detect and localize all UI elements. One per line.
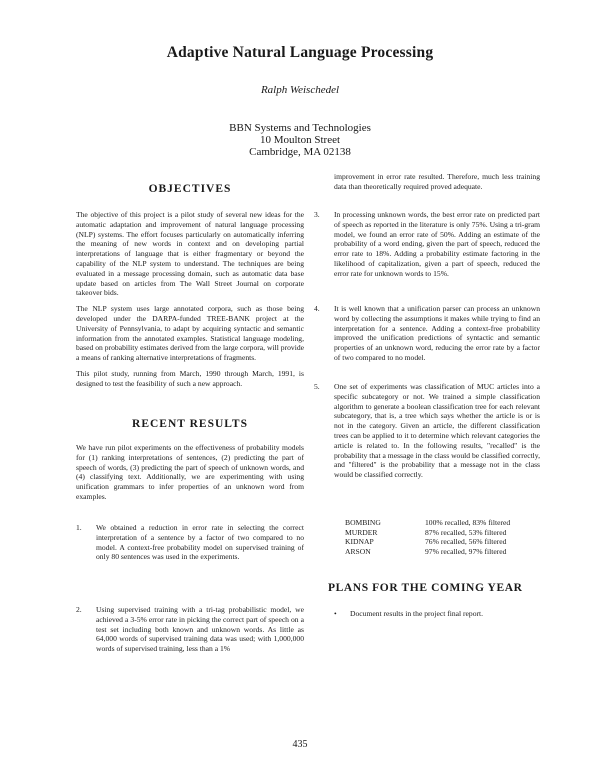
plans-heading: PLANS FOR THE COMING YEAR bbox=[328, 582, 523, 594]
result-item-text: It is well known that a unification parser can process an unknown word by collecting the assumptions it makes while trying to find an interpretation for a sentence. Adding a context-free probability improved the unification predictions of syntactic and semantic properties of an unknown word, reducing the error rate by a factor of two compared to no model. bbox=[334, 304, 540, 362]
result-item-number: 1. bbox=[76, 523, 82, 532]
plans-item-text: Document results in the project final report. bbox=[350, 609, 484, 618]
category-cell: MURDER bbox=[345, 527, 378, 537]
classification-results-table bbox=[345, 518, 510, 556]
objectives-paragraph-2: The NLP system uses large annotated corpora, such as those being developed under the DARPA-funded TREE-BANK project at the University of Pennsylvania, to adapt by acquiring syntactic and semantic information from the annotated examples. Statistical language modeling, based on probability estimates derived from the large corpora, will provide a means of ranking alternative interpretations of fragments. bbox=[76, 304, 304, 363]
category-cell: ARSON bbox=[345, 546, 371, 556]
result-item-4 bbox=[314, 304, 540, 363]
result-item-1 bbox=[76, 523, 304, 562]
result-item-number: 5. bbox=[314, 382, 320, 391]
table-row bbox=[345, 528, 510, 538]
result-item-number: 4. bbox=[314, 304, 320, 313]
author-name: Ralph Weischedel bbox=[260, 84, 340, 96]
result-cell: 100% recalled, 83% filtered bbox=[425, 518, 511, 527]
result-item-text: We obtained a reduction in error rate in selecting the correct interpretation of a sentence by a factor of two compared to no model. A context-free probability model on supervised training of only 80 sentences was used in the experiments. bbox=[96, 523, 304, 562]
affiliation-city: Cambridge, MA 02138 bbox=[249, 146, 351, 158]
result-item-text: In processing unknown words, the best error rate on predicted part of speech as reported in the literature is only 75%. Using a tri-gram model, we found an error rate of 50%. Adding an estimate of the probability of a word ending, given the part of speech, reduced the error rate to 18%. Adding a probability estimate factoring in the likelihood of capitalization, given a part of speech, reduced the error rate for unknown words to 15%. bbox=[334, 210, 540, 278]
objectives-paragraph-3: This pilot study, running from March, 1990 through March, 1991, is designed to test the feasibility of such a new approach. bbox=[76, 368, 304, 388]
plans-item-1 bbox=[334, 609, 540, 619]
bullet-icon: • bbox=[334, 609, 337, 618]
category-cell: KIDNAP bbox=[345, 537, 374, 547]
category-cell: BOMBING bbox=[345, 518, 381, 527]
result-item-5 bbox=[314, 382, 540, 480]
result-item-text: Using supervised training with a tri-tag probabilistic model, we achieved a 3-5% error rate in picking the correct part of speech on a test set including both known and unknown words. As little as 64,000 words of supervised training data was used; with 1,000,000 words of supervised training, less than a 1% bbox=[96, 605, 304, 654]
result-item-continuation-text: improvement in error rate resulted. Therefore, much less training data than theoretically required proved adequate. bbox=[334, 172, 540, 191]
result-cell: 97% recalled, 97% filtered bbox=[425, 546, 507, 556]
affiliation-org: BBN Systems and Technologies bbox=[229, 122, 371, 134]
table-row bbox=[345, 547, 510, 557]
recent-results-intro: We have run pilot experiments on the effectiveness of probability models for (1) ranking interpretations of sentences, (2) predicting the part of speech of words, (3) predicting the part of speech of unknown words, and (4) classifying text. Additionally, we are experimenting with using unification grammars to infer properties of an unknown word from examples. bbox=[76, 443, 304, 501]
result-cell: 87% recalled, 53% filtered bbox=[425, 527, 507, 537]
result-item-2-continued bbox=[334, 172, 540, 192]
result-item-number: 3. bbox=[314, 210, 320, 219]
result-cell: 76% recalled, 56% filtered bbox=[425, 537, 507, 547]
recent-results-heading: RECENT RESULTS bbox=[132, 418, 248, 430]
result-item-3 bbox=[314, 210, 540, 279]
objectives-body bbox=[76, 210, 304, 395]
result-item-text: One set of experiments was classification of MUC articles into a specific subcategory or not. We trained a simple classification algorithm to generate a boolean classification tree for each relevant subcategory, that is, a tree which says whether the article is or is not in the category. Given an article, the different classification trees can be applied to it to determine which relevant categories the article is related to. In the following results, "recalled" is the probability that a message in the class would be classified correctly, and "filtered" is the probability that a message not in the class would be classified correctly. bbox=[334, 382, 540, 480]
result-item-2 bbox=[76, 605, 304, 654]
affiliation-street: 10 Moulton Street bbox=[259, 134, 341, 146]
table-row bbox=[345, 537, 510, 547]
table-row bbox=[345, 518, 510, 528]
objectives-paragraph-1: The objective of this project is a pilot study of several new ideas for the automatic adaptation and improvement of natural language processing (NLP) systems. The effort focuses particularly on automatically inferring the meaning of new words in context and on developing partial interpretations of language that is either fragmentary or beyond the capability of the NLP system to understand. The techniques are being evaluated in a message processing domain, such as automatic data base update based on articles from The Wall Street Journal on corporate takeover bids. bbox=[76, 210, 304, 298]
result-item-number: 2. bbox=[76, 605, 82, 614]
objectives-heading: OBJECTIVES bbox=[148, 183, 232, 195]
page-number: 435 bbox=[292, 739, 308, 750]
paper-title: Adaptive Natural Language Processing bbox=[166, 44, 434, 61]
